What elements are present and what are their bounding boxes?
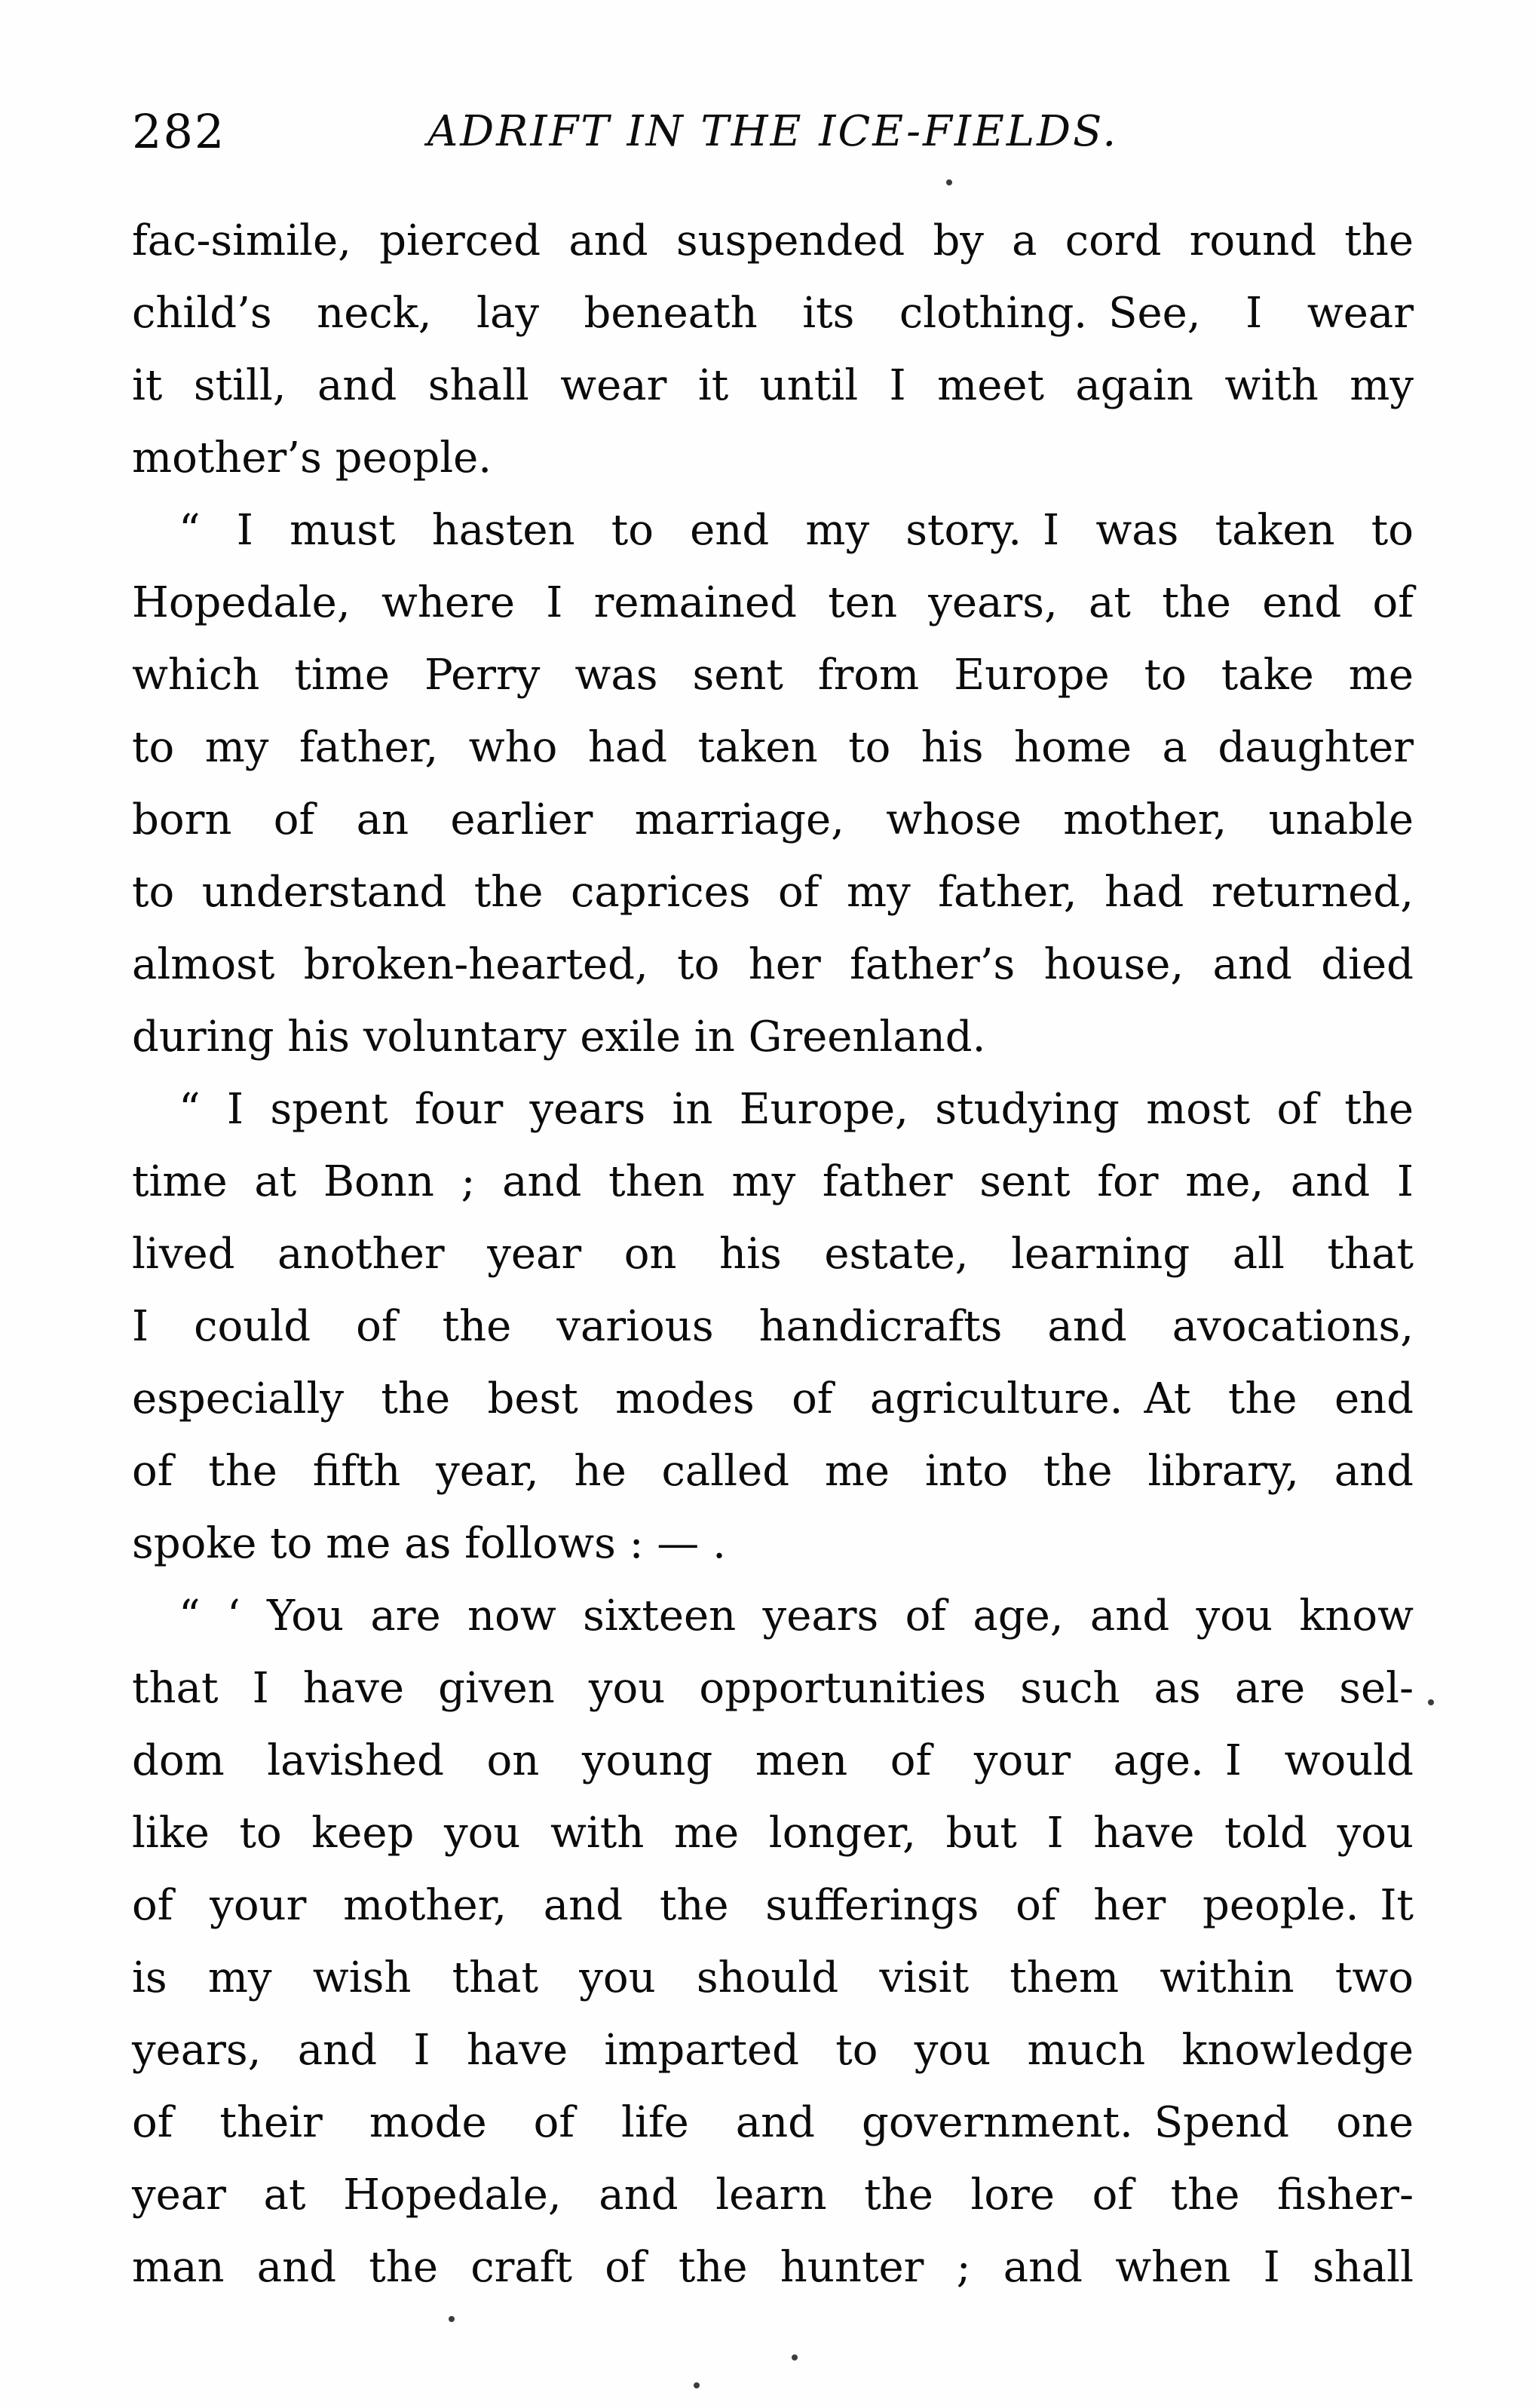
text-line-12: during his voluntary exile in Greenland. xyxy=(132,1013,986,1062)
ink-speck-2 xyxy=(1428,1699,1434,1705)
text-line-10: to understand the caprices of my father, had returned, xyxy=(132,868,1414,917)
text-line-19: spoke to me as follows : — . xyxy=(132,1519,726,1568)
ink-speck-4 xyxy=(792,2354,798,2361)
running-header xyxy=(132,106,1414,166)
text-line-13: “ I spent four years in Europe, studying most of the xyxy=(179,1085,1414,1134)
text-line-1: fac-simile, pierced and suspended by a cord round the xyxy=(132,216,1414,265)
text-line-15: lived another year on his estate, learning all that xyxy=(132,1230,1414,1279)
text-line-26: years, and I have imparted to you much knowledge xyxy=(132,2026,1414,2075)
page-number: 282 xyxy=(132,104,226,159)
ink-speck-5 xyxy=(694,2382,700,2388)
text-line-22: dom lavished on young men of your age. I would xyxy=(132,1736,1414,1785)
text-line-29: man and the craft of the hunter ; and when I shall xyxy=(132,2243,1414,2292)
text-line-20: “ ‘ You are now sixteen years of age, and you know xyxy=(179,1592,1414,1641)
text-line-18: of the fifth year, he called me into the library, and xyxy=(132,1447,1414,1496)
text-line-3: it still, and shall wear it until I meet again with my xyxy=(132,361,1414,410)
text-line-23: like to keep you with me longer, but I have told you xyxy=(132,1809,1414,1858)
ink-speck-1 xyxy=(946,179,952,185)
text-line-21: that I have given you opportunities such as are sel- xyxy=(132,1664,1414,1713)
text-line-25: is my wish that you should visit them within two xyxy=(132,1953,1414,2002)
text-line-24: of your mother, and the sufferings of her people. It xyxy=(132,1881,1414,1930)
text-line-7: which time Perry was sent from Europe to take me xyxy=(132,651,1414,700)
text-block xyxy=(132,205,1414,2304)
text-line-27: of their mode of life and government. Spend one xyxy=(132,2098,1414,2147)
text-line-8: to my father, who had taken to his home a daughter xyxy=(132,723,1414,772)
text-line-9: born of an earlier marriage, whose mother, unable xyxy=(132,795,1414,844)
text-line-4: mother’s people. xyxy=(132,434,492,483)
text-line-6: Hopedale, where I remained ten years, at the end of xyxy=(132,578,1414,627)
text-line-5: “ I must hasten to end my story. I was taken to xyxy=(179,506,1414,555)
text-line-28: year at Hopedale, and learn the lore of the fisher- xyxy=(132,2171,1414,2220)
text-line-16: I could of the various handicrafts and avocations, xyxy=(132,1302,1414,1351)
text-line-11: almost broken-hearted, to her father’s house, and died xyxy=(132,940,1414,989)
text-line-2: child’s neck, lay beneath its clothing. See, I wear xyxy=(132,289,1414,338)
text-line-14: time at Bonn ; and then my father sent for me, and I xyxy=(132,1157,1414,1206)
text-line-17: especially the best modes of agriculture. At the end xyxy=(132,1374,1414,1423)
ink-speck-3 xyxy=(449,2316,455,2322)
running-header-title: ADRIFT IN THE ICE-FIELDS. xyxy=(427,107,1119,156)
